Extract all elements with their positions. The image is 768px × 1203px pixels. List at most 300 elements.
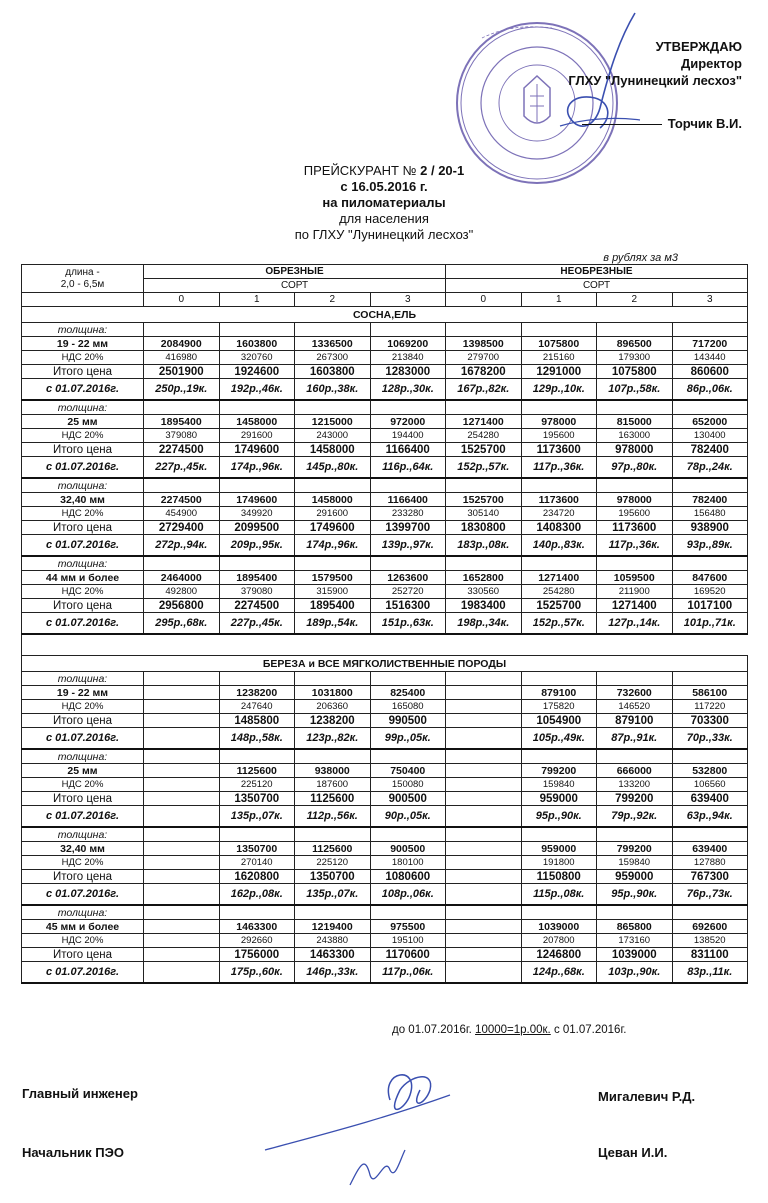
length-label-2: 2,0 - 6,5м	[60, 278, 105, 290]
empty-cell	[144, 827, 220, 842]
vat-label: НДС 20%	[22, 700, 144, 714]
price-cell: 717200	[672, 337, 748, 351]
empty-cell	[219, 323, 295, 337]
edged-header: ОБРЕЗНЫЕ	[144, 265, 446, 279]
empty-cell	[295, 478, 371, 493]
vat-cell: 315900	[295, 585, 371, 599]
total-cell	[446, 792, 522, 806]
thickness-label-row	[22, 556, 748, 571]
vat-cell: 130400	[672, 429, 748, 443]
price-cell	[144, 686, 220, 700]
price-cell: 750400	[370, 764, 446, 778]
empty-cell	[672, 323, 748, 337]
price-row	[22, 920, 748, 934]
new-price-cell	[144, 728, 220, 750]
price-table-body	[22, 265, 748, 984]
new-price-label: с 01.07.2016г.	[22, 728, 144, 750]
empty-cell	[295, 400, 371, 415]
price-cell: 959000	[521, 842, 597, 856]
section-gap	[22, 634, 748, 656]
total-cell: 1350700	[219, 792, 295, 806]
new-price-cell: 97р.,80к.	[597, 457, 673, 479]
vat-cell: 175820	[521, 700, 597, 714]
total-label: Итого цена	[22, 443, 144, 457]
new-price-cell: 174р.,96к.	[219, 457, 295, 479]
total-label: Итого цена	[22, 714, 144, 728]
total-cell	[144, 714, 220, 728]
empty-cell	[295, 672, 371, 686]
empty-cell	[370, 827, 446, 842]
vat-cell: 291600	[295, 507, 371, 521]
rate-before: до 01.07.2016г.	[392, 1024, 476, 1036]
vat-cell: 379080	[219, 585, 295, 599]
empty-cell	[597, 478, 673, 493]
vat-cell	[144, 700, 220, 714]
empty-cell	[295, 323, 371, 337]
price-cell: 978000	[597, 493, 673, 507]
thickness-label: толщина:	[22, 400, 144, 415]
total-cell: 1150800	[521, 870, 597, 884]
approval-title: УТВЕРЖДАЮ	[655, 39, 742, 54]
vat-cell	[144, 856, 220, 870]
total-cell: 1170600	[370, 948, 446, 962]
vat-label: НДС 20%	[22, 856, 144, 870]
new-price-row	[22, 535, 748, 557]
grade-cell: 2	[597, 293, 673, 307]
vat-row	[22, 856, 748, 870]
empty-cell	[446, 323, 522, 337]
thickness-value: 25 мм	[22, 415, 144, 429]
vat-cell: 254280	[446, 429, 522, 443]
new-price-cell: 227р.,45к.	[144, 457, 220, 479]
empty-cell	[597, 400, 673, 415]
new-price-cell: 160р.,38к.	[295, 379, 371, 401]
new-price-cell: 198р.,34к.	[446, 613, 522, 635]
empty-cell	[446, 556, 522, 571]
total-cell: 1525700	[521, 599, 597, 613]
total-label: Итого цена	[22, 521, 144, 535]
new-price-cell	[144, 884, 220, 906]
vat-cell: 279700	[446, 351, 522, 365]
total-cell: 1525700	[446, 443, 522, 457]
new-price-cell: 192р.,46к.	[219, 379, 295, 401]
empty-cell	[370, 749, 446, 764]
vat-cell: 454900	[144, 507, 220, 521]
total-cell	[144, 948, 220, 962]
total-cell: 1246800	[521, 948, 597, 962]
total-cell: 2099500	[219, 521, 295, 535]
vat-cell	[446, 934, 522, 948]
new-price-row	[22, 457, 748, 479]
total-cell: 959000	[597, 870, 673, 884]
total-cell	[446, 870, 522, 884]
new-price-cell: 105р.,49к.	[521, 728, 597, 750]
vat-cell: 254280	[521, 585, 597, 599]
new-price-cell: 112р.,56к.	[295, 806, 371, 828]
pe-head-signature	[340, 1135, 420, 1195]
new-price-cell: 93р.,89к.	[672, 535, 748, 557]
new-price-cell: 148р.,58к.	[219, 728, 295, 750]
approval-position: Директор	[680, 56, 742, 71]
vat-cell: 159840	[597, 856, 673, 870]
total-cell	[446, 714, 522, 728]
new-price-cell: 101р.,71к.	[672, 613, 748, 635]
empty-cell	[370, 556, 446, 571]
vat-cell: 195100	[370, 934, 446, 948]
thickness-label-row	[22, 478, 748, 493]
empty-cell	[219, 749, 295, 764]
total-cell: 1283000	[370, 365, 446, 379]
vat-cell: 330560	[446, 585, 522, 599]
title-organization: по ГЛХУ "Лунинецкий лесхоз"	[294, 227, 474, 242]
vat-cell: 215160	[521, 351, 597, 365]
vat-cell: 206360	[295, 700, 371, 714]
empty-cell	[597, 672, 673, 686]
vat-label: НДС 20%	[22, 934, 144, 948]
vat-cell: 492800	[144, 585, 220, 599]
price-cell: 1166400	[370, 493, 446, 507]
vat-cell: 146520	[597, 700, 673, 714]
new-price-cell: 117р.,36к.	[521, 457, 597, 479]
price-cell: 975500	[370, 920, 446, 934]
price-cell: 847600	[672, 571, 748, 585]
new-price-cell: 108р.,06к.	[370, 884, 446, 906]
vat-row	[22, 351, 748, 365]
total-row	[22, 948, 748, 962]
price-cell: 1219400	[295, 920, 371, 934]
vat-cell: 305140	[446, 507, 522, 521]
empty-cell	[672, 672, 748, 686]
vat-cell: 291600	[219, 429, 295, 443]
price-cell: 1749600	[219, 493, 295, 507]
thickness-label: толщина:	[22, 827, 144, 842]
total-cell	[446, 948, 522, 962]
vat-cell: 233280	[370, 507, 446, 521]
thickness-label-row	[22, 400, 748, 415]
total-label: Итого цена	[22, 599, 144, 613]
new-price-label: с 01.07.2016г.	[22, 379, 144, 401]
vat-cell: 187600	[295, 778, 371, 792]
new-price-row	[22, 613, 748, 635]
total-cell: 978000	[597, 443, 673, 457]
new-price-cell	[144, 962, 220, 984]
title-date: с 16.05.2016 г.	[340, 179, 428, 194]
thickness-label: толщина:	[22, 672, 144, 686]
thickness-label: толщина:	[22, 323, 144, 337]
price-row	[22, 571, 748, 585]
new-price-cell: 83р.,11к.	[672, 962, 748, 984]
price-cell	[446, 764, 522, 778]
new-price-label: с 01.07.2016г.	[22, 613, 144, 635]
total-cell: 1603800	[295, 365, 371, 379]
empty-cell	[144, 400, 220, 415]
price-cell: 815000	[597, 415, 673, 429]
vat-cell: 234720	[521, 507, 597, 521]
price-cell: 666000	[597, 764, 673, 778]
total-cell: 1075800	[597, 365, 673, 379]
new-price-cell: 146р.,33к.	[295, 962, 371, 984]
approval-signer: Торчик В.И.	[667, 116, 742, 131]
total-cell: 2501900	[144, 365, 220, 379]
new-price-cell: 90р.,05к.	[370, 806, 446, 828]
vat-cell	[144, 934, 220, 948]
price-cell	[144, 842, 220, 856]
vat-row	[22, 507, 748, 521]
total-cell: 1080600	[370, 870, 446, 884]
vat-cell: 243880	[295, 934, 371, 948]
pe-head-name: Цеван И.И.	[598, 1145, 668, 1160]
price-cell: 1271400	[446, 415, 522, 429]
price-cell: 2084900	[144, 337, 220, 351]
new-price-label: с 01.07.2016г.	[22, 535, 144, 557]
price-cell: 2274500	[144, 493, 220, 507]
empty-cell	[370, 478, 446, 493]
section-header-row	[22, 307, 748, 323]
new-price-cell: 175р.,60к.	[219, 962, 295, 984]
total-cell: 900500	[370, 792, 446, 806]
vat-cell: 267300	[295, 351, 371, 365]
total-cell: 1463300	[295, 948, 371, 962]
approval-block	[568, 38, 742, 132]
price-cell: 1398500	[446, 337, 522, 351]
empty-cell	[144, 905, 220, 920]
length-label-1: длина -	[65, 266, 100, 278]
new-price-cell: 129р.,10к.	[521, 379, 597, 401]
empty-cell	[370, 400, 446, 415]
empty-cell	[295, 905, 371, 920]
vat-cell: 252720	[370, 585, 446, 599]
total-cell: 1749600	[219, 443, 295, 457]
total-cell: 860600	[672, 365, 748, 379]
new-price-cell: 151р.,63к.	[370, 613, 446, 635]
total-cell: 959000	[521, 792, 597, 806]
price-cell	[446, 842, 522, 856]
total-cell: 782400	[672, 443, 748, 457]
new-price-cell: 86р.,06к.	[672, 379, 748, 401]
total-cell: 1458000	[295, 443, 371, 457]
rate-note	[392, 1024, 626, 1036]
thickness-label-row	[22, 323, 748, 337]
total-cell: 1485800	[219, 714, 295, 728]
total-cell: 990500	[370, 714, 446, 728]
price-cell: 1579500	[295, 571, 371, 585]
vat-row	[22, 778, 748, 792]
empty-cell	[295, 556, 371, 571]
new-price-cell: 152р.,57к.	[446, 457, 522, 479]
total-cell: 1238200	[295, 714, 371, 728]
price-cell: 825400	[370, 686, 446, 700]
total-cell: 1039000	[597, 948, 673, 962]
total-cell: 1830800	[446, 521, 522, 535]
total-row	[22, 792, 748, 806]
total-cell: 938900	[672, 521, 748, 535]
new-price-cell: 79р.,92к.	[597, 806, 673, 828]
new-price-cell: 139р.,97к.	[370, 535, 446, 557]
grade-cell: 0	[446, 293, 522, 307]
vat-cell: 416980	[144, 351, 220, 365]
vat-cell: 225120	[219, 778, 295, 792]
price-cell: 938000	[295, 764, 371, 778]
price-row	[22, 764, 748, 778]
new-price-cell: 145р.,80к.	[295, 457, 371, 479]
new-price-cell: 162р.,08к.	[219, 884, 295, 906]
empty-cell	[521, 672, 597, 686]
new-price-cell	[446, 806, 522, 828]
empty-cell	[597, 556, 673, 571]
vat-row	[22, 700, 748, 714]
total-cell: 1983400	[446, 599, 522, 613]
new-price-label: с 01.07.2016г.	[22, 962, 144, 984]
new-price-cell: 95р.,90к.	[521, 806, 597, 828]
new-price-cell: 183р.,08к.	[446, 535, 522, 557]
vat-cell	[446, 778, 522, 792]
new-price-cell: 115р.,08к.	[521, 884, 597, 906]
chief-engineer-title: Главный инженер	[22, 1086, 138, 1101]
new-price-cell	[446, 728, 522, 750]
empty-cell	[446, 905, 522, 920]
new-price-cell	[446, 962, 522, 984]
price-row	[22, 686, 748, 700]
price-cell: 1458000	[219, 415, 295, 429]
vat-cell: 169520	[672, 585, 748, 599]
thickness-label-row	[22, 749, 748, 764]
total-label: Итого цена	[22, 948, 144, 962]
vat-cell: 195600	[597, 507, 673, 521]
total-cell: 1125600	[295, 792, 371, 806]
vat-cell: 127880	[672, 856, 748, 870]
empty-cell	[521, 905, 597, 920]
new-price-cell: 128р.,30к.	[370, 379, 446, 401]
thickness-label: толщина:	[22, 478, 144, 493]
new-price-cell	[446, 884, 522, 906]
price-cell: 1238200	[219, 686, 295, 700]
approval-organization: ГЛХУ "Лунинецкий лесхоз"	[568, 73, 742, 88]
total-cell: 1756000	[219, 948, 295, 962]
price-cell: 1350700	[219, 842, 295, 856]
price-cell: 1075800	[521, 337, 597, 351]
total-cell: 1749600	[295, 521, 371, 535]
new-price-cell: 135р.,07к.	[219, 806, 295, 828]
total-label: Итого цена	[22, 792, 144, 806]
vat-cell: 211900	[597, 585, 673, 599]
vat-cell: 159840	[521, 778, 597, 792]
empty-cell	[446, 749, 522, 764]
new-price-cell: 209р.,95к.	[219, 535, 295, 557]
total-cell: 2956800	[144, 599, 220, 613]
total-cell: 767300	[672, 870, 748, 884]
price-cell: 1463300	[219, 920, 295, 934]
grade-row	[22, 293, 748, 307]
vat-label: НДС 20%	[22, 778, 144, 792]
thickness-value: 19 - 22 мм	[22, 337, 144, 351]
price-row	[22, 493, 748, 507]
price-cell	[144, 764, 220, 778]
thickness-label: толщина:	[22, 556, 144, 571]
vat-cell: 195600	[521, 429, 597, 443]
vat-cell: 194400	[370, 429, 446, 443]
total-cell: 2274500	[144, 443, 220, 457]
edged-grade-header: СОРТ	[144, 279, 446, 293]
price-table	[21, 264, 748, 984]
grade-cell: 0	[144, 293, 220, 307]
pe-head-title: Начальник ПЭО	[22, 1145, 124, 1160]
new-price-cell: 167р.,82к.	[446, 379, 522, 401]
new-price-cell: 116р.,64к.	[370, 457, 446, 479]
price-cell: 799200	[521, 764, 597, 778]
new-price-cell: 152р.,57к.	[521, 613, 597, 635]
new-price-cell: 63р.,94к.	[672, 806, 748, 828]
new-price-cell: 107р.,58к.	[597, 379, 673, 401]
empty-cell	[672, 827, 748, 842]
total-cell: 799200	[597, 792, 673, 806]
vat-row	[22, 585, 748, 599]
vat-label: НДС 20%	[22, 429, 144, 443]
price-cell: 586100	[672, 686, 748, 700]
total-cell: 879100	[597, 714, 673, 728]
new-price-cell: 78р.,24к.	[672, 457, 748, 479]
new-price-cell: 124р.,68к.	[521, 962, 597, 984]
new-price-cell	[144, 806, 220, 828]
vat-cell: 243000	[295, 429, 371, 443]
total-cell: 1408300	[521, 521, 597, 535]
total-cell: 1054900	[521, 714, 597, 728]
new-price-cell: 127р.,14к.	[597, 613, 673, 635]
empty-cell	[295, 827, 371, 842]
vat-label: НДС 20%	[22, 351, 144, 365]
units-note: в рублях за м3	[603, 252, 678, 264]
title-subject: на пиломатериалы	[322, 195, 446, 210]
vat-cell: 247640	[219, 700, 295, 714]
grade-cell: 3	[370, 293, 446, 307]
vat-cell: 117220	[672, 700, 748, 714]
length-header	[22, 265, 144, 293]
price-cell: 1125600	[295, 842, 371, 856]
header-row-1	[22, 265, 748, 279]
price-cell: 532800	[672, 764, 748, 778]
total-cell: 1895400	[295, 599, 371, 613]
total-row	[22, 714, 748, 728]
new-price-cell: 95р.,90к.	[597, 884, 673, 906]
price-cell: 732600	[597, 686, 673, 700]
price-cell: 1031800	[295, 686, 371, 700]
unedged-header: НЕОБРЕЗНЫЕ	[446, 265, 748, 279]
price-cell: 1069200	[370, 337, 446, 351]
price-cell	[446, 686, 522, 700]
total-row	[22, 870, 748, 884]
price-cell: 1271400	[521, 571, 597, 585]
price-cell: 2464000	[144, 571, 220, 585]
price-cell: 978000	[521, 415, 597, 429]
vat-cell: 106560	[672, 778, 748, 792]
vat-cell: 225120	[295, 856, 371, 870]
empty-cell	[597, 749, 673, 764]
thickness-label: толщина:	[22, 749, 144, 764]
grade-cell: 1	[219, 293, 295, 307]
empty-cell	[370, 323, 446, 337]
total-row	[22, 365, 748, 379]
empty-cell	[672, 749, 748, 764]
total-cell	[144, 870, 220, 884]
new-price-cell: 174р.,96к.	[295, 535, 371, 557]
new-price-label: с 01.07.2016г.	[22, 806, 144, 828]
vat-cell: 213840	[370, 351, 446, 365]
vat-cell: 349920	[219, 507, 295, 521]
vat-cell: 320760	[219, 351, 295, 365]
gap-cell	[22, 634, 748, 656]
total-cell: 1166400	[370, 443, 446, 457]
price-cell: 692600	[672, 920, 748, 934]
total-cell: 1350700	[295, 870, 371, 884]
